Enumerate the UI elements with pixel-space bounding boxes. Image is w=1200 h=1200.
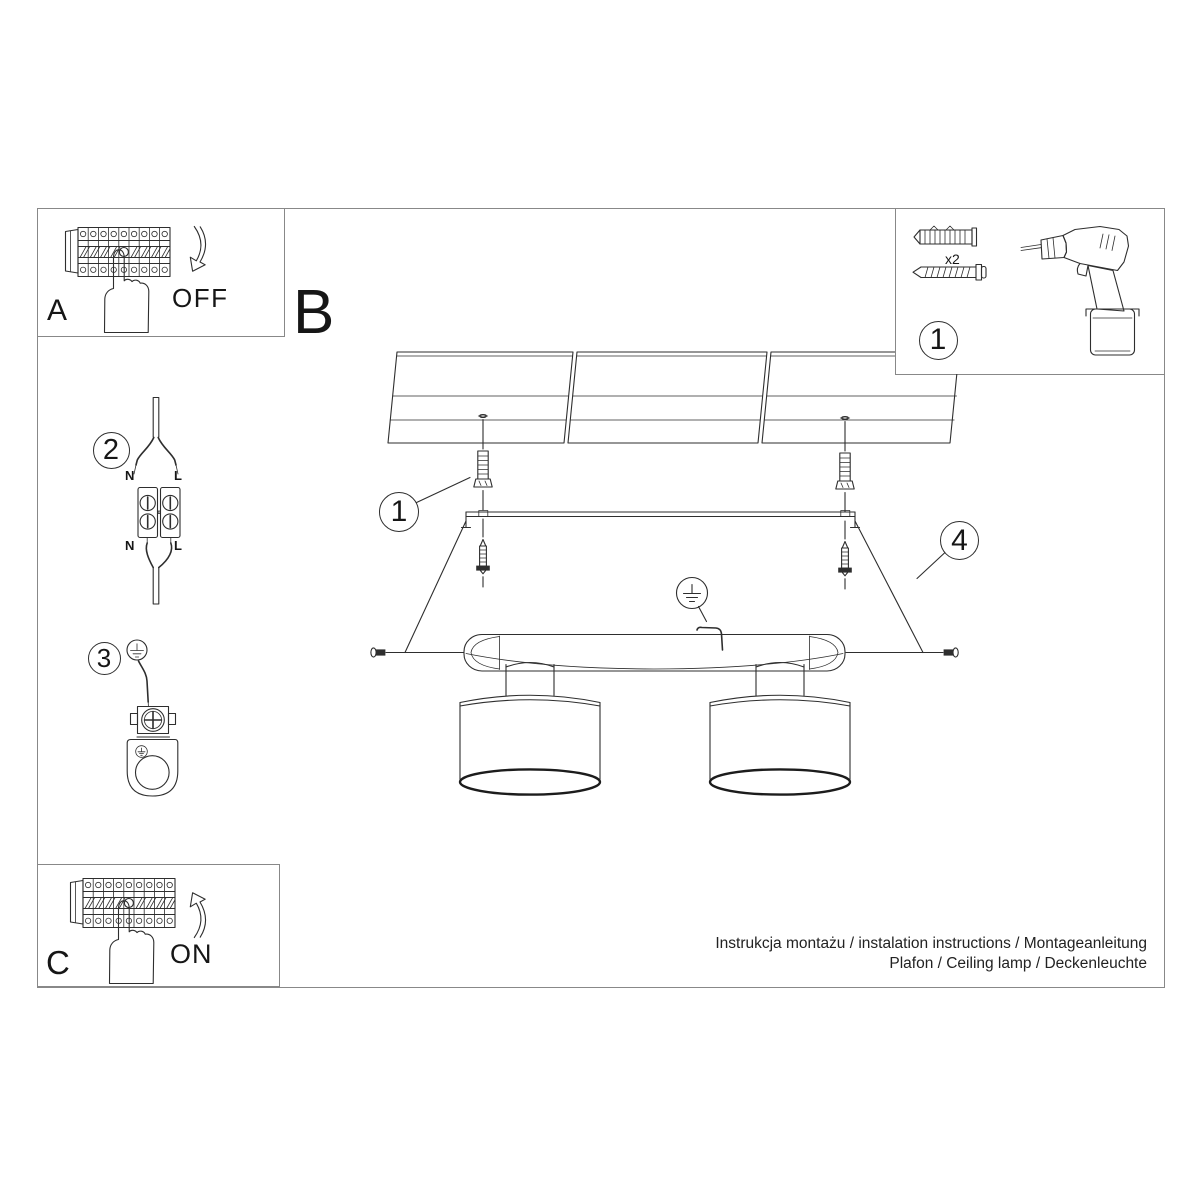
terminal-block-icon (138, 488, 180, 538)
wire-label-top-n: N (125, 468, 135, 483)
footer-line-2: Plafon / Ceiling lamp / Deckenleuchte (889, 955, 1147, 972)
step-3-number: 3 (88, 642, 121, 675)
earth-clamp-icon (131, 707, 176, 738)
footer-caption (587, 934, 1147, 974)
mounting-plate-icon (127, 740, 178, 797)
arrow-up-icon (190, 893, 205, 938)
lamp-shade-right (710, 663, 850, 795)
ceiling-planks (388, 352, 959, 443)
mounting-bracket (462, 511, 860, 528)
pressing-hand-icon-a (105, 250, 149, 333)
ground-symbol-icon-small (127, 640, 147, 660)
step-c-on-label: ON (170, 939, 213, 969)
lamp-canopy (464, 635, 845, 672)
wire-label-bottom-n: N (125, 538, 135, 553)
wire-label-bottom-l: L (174, 538, 182, 553)
lamp-shade-left (460, 663, 600, 795)
footer-line-1: Instrukcja montażu / instalation instructions / Montageanleitung (715, 935, 1147, 952)
leader-line-anchor-callout (416, 478, 471, 504)
callout-anchor-number: 1 (379, 492, 419, 532)
power-cable-icon-bottom (146, 538, 171, 605)
tools-box-number: 1 (919, 321, 958, 360)
side-screw-left-icon (371, 521, 466, 657)
anchor-qty-label: x2 (945, 251, 960, 267)
power-cable-icon-top (134, 398, 178, 475)
wall-plug-icon (914, 226, 977, 246)
step-2-number: 2 (93, 432, 130, 469)
step-a-off-label: OFF (172, 283, 229, 313)
step-b-letter: B (293, 278, 335, 347)
wall-anchor-and-screw-right (836, 417, 854, 590)
callout-screw-number: 4 (940, 521, 979, 560)
ground-symbol-icon (677, 578, 708, 609)
step-c-letter: C (46, 944, 70, 981)
drill-icon (1021, 227, 1139, 356)
leader-line-ground (699, 607, 707, 622)
wall-anchor-and-screw-left (474, 415, 492, 588)
earth-wire-icon (139, 661, 149, 706)
leader-line-screw-callout (917, 553, 945, 579)
ground-wire-icon (697, 627, 723, 650)
pressing-hand-icon-c (110, 901, 154, 984)
circuit-breaker-icon-c (71, 879, 176, 928)
arrow-down-icon (190, 227, 205, 272)
circuit-breaker-icon-a (66, 228, 171, 277)
wire-label-top-l: L (174, 468, 182, 483)
step-a-letter: A (47, 294, 68, 327)
